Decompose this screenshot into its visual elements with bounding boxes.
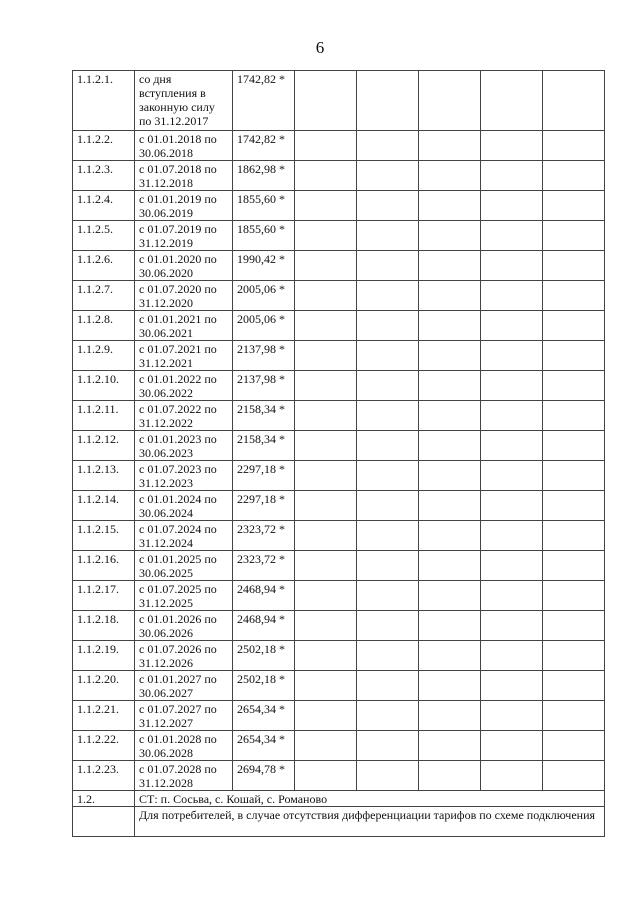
empty-cell <box>543 701 605 731</box>
empty-cell <box>481 221 543 251</box>
empty-cell <box>295 491 357 521</box>
table-row <box>73 611 605 641</box>
empty-cell <box>543 341 605 371</box>
row-period: с 01.01.2021 по 30.06.2021 <box>135 311 233 341</box>
empty-cell <box>295 521 357 551</box>
empty-cell <box>481 491 543 521</box>
row-number: 1.1.2.16. <box>73 551 135 581</box>
tariff-table <box>72 70 605 837</box>
empty-cell <box>419 701 481 731</box>
empty-cell <box>295 191 357 221</box>
row-number: 1.1.2.18. <box>73 611 135 641</box>
empty-cell <box>481 131 543 161</box>
row-period: с 01.07.2023 по 31.12.2023 <box>135 461 233 491</box>
row-number: 1.1.2.22. <box>73 731 135 761</box>
empty-cell <box>295 71 357 131</box>
note-row <box>73 807 605 837</box>
row-tariff-value: 2502,18 * <box>233 641 295 671</box>
row-number: 1.1.2.23. <box>73 761 135 791</box>
row-number: 1.1.2.12. <box>73 431 135 461</box>
empty-cell <box>543 641 605 671</box>
empty-cell <box>419 431 481 461</box>
empty-cell <box>419 521 481 551</box>
empty-cell <box>357 761 419 791</box>
empty-cell <box>481 671 543 701</box>
section-row <box>73 791 605 807</box>
row-period: с 01.07.2018 по 31.12.2018 <box>135 161 233 191</box>
row-period: со дня вступления в законную силу по 31.12.2017 <box>135 71 233 131</box>
row-tariff-value: 2005,06 * <box>233 281 295 311</box>
empty-cell <box>543 221 605 251</box>
row-number: 1.1.2.8. <box>73 311 135 341</box>
row-number: 1.1.2.20. <box>73 671 135 701</box>
empty-cell <box>295 641 357 671</box>
row-period: с 01.07.2020 по 31.12.2020 <box>135 281 233 311</box>
empty-cell <box>295 671 357 701</box>
row-tariff-value: 2005,06 * <box>233 311 295 341</box>
empty-cell <box>357 611 419 641</box>
empty-cell <box>543 551 605 581</box>
empty-cell <box>357 461 419 491</box>
table-row <box>73 581 605 611</box>
row-tariff-value: 2297,18 * <box>233 491 295 521</box>
row-period: с 01.01.2022 по 30.06.2022 <box>135 371 233 401</box>
empty-cell <box>543 311 605 341</box>
empty-cell <box>357 671 419 701</box>
row-period: с 01.07.2021 по 31.12.2021 <box>135 341 233 371</box>
row-period: с 01.01.2028 по 30.06.2028 <box>135 731 233 761</box>
empty-cell <box>419 131 481 161</box>
empty-cell <box>481 191 543 221</box>
empty-cell <box>543 281 605 311</box>
empty-cell <box>419 491 481 521</box>
row-number: 1.1.2.10. <box>73 371 135 401</box>
note-text: Для потребителей, в случае отсутствия дифференциации тарифов по схеме подключения <box>135 807 605 837</box>
empty-cell <box>543 461 605 491</box>
row-period: с 01.07.2024 по 31.12.2024 <box>135 521 233 551</box>
row-tariff-value: 1862,98 * <box>233 161 295 191</box>
row-number: 1.1.2.9. <box>73 341 135 371</box>
empty-cell <box>357 191 419 221</box>
empty-cell <box>419 641 481 671</box>
row-period: с 01.01.2019 по 30.06.2019 <box>135 191 233 221</box>
row-tariff-value: 2323,72 * <box>233 551 295 581</box>
row-tariff-value: 2137,98 * <box>233 371 295 401</box>
empty-cell <box>481 311 543 341</box>
row-period: с 01.01.2027 по 30.06.2027 <box>135 671 233 701</box>
table-row <box>73 131 605 161</box>
empty-cell <box>419 581 481 611</box>
table-row <box>73 431 605 461</box>
row-tariff-value: 2468,94 * <box>233 611 295 641</box>
empty-cell <box>295 431 357 461</box>
row-number: 1.1.2.6. <box>73 251 135 281</box>
empty-cell <box>295 221 357 251</box>
empty-cell <box>481 551 543 581</box>
row-period: с 01.01.2024 по 30.06.2024 <box>135 491 233 521</box>
row-number: 1.1.2.3. <box>73 161 135 191</box>
table-row <box>73 221 605 251</box>
empty-cell <box>419 161 481 191</box>
empty-cell <box>357 161 419 191</box>
row-tariff-value: 2158,34 * <box>233 431 295 461</box>
row-tariff-value: 2137,98 * <box>233 341 295 371</box>
row-period: с 01.01.2026 по 30.06.2026 <box>135 611 233 641</box>
row-number: 1.1.2.13. <box>73 461 135 491</box>
empty-cell <box>481 251 543 281</box>
empty-cell <box>543 371 605 401</box>
empty-cell <box>543 251 605 281</box>
row-tariff-value: 2158,34 * <box>233 401 295 431</box>
empty-cell <box>543 521 605 551</box>
row-tariff-value: 2694,78 * <box>233 761 295 791</box>
row-period: с 01.07.2019 по 31.12.2019 <box>135 221 233 251</box>
empty-cell <box>357 281 419 311</box>
empty-cell <box>357 521 419 551</box>
empty-cell <box>543 431 605 461</box>
empty-cell <box>357 431 419 461</box>
empty-cell <box>419 71 481 131</box>
tariff-table-body <box>73 71 605 837</box>
row-tariff-value: 2297,18 * <box>233 461 295 491</box>
empty-cell <box>543 491 605 521</box>
row-number: 1.1.2.7. <box>73 281 135 311</box>
table-row <box>73 311 605 341</box>
empty-cell <box>295 131 357 161</box>
empty-cell <box>419 281 481 311</box>
empty-cell <box>419 551 481 581</box>
empty-cell <box>295 551 357 581</box>
empty-cell <box>481 731 543 761</box>
row-tariff-value: 2654,34 * <box>233 731 295 761</box>
table-row <box>73 551 605 581</box>
row-period: с 01.07.2025 по 31.12.2025 <box>135 581 233 611</box>
empty-cell <box>481 281 543 311</box>
empty-cell <box>481 341 543 371</box>
table-row <box>73 71 605 131</box>
row-period: с 01.07.2026 по 31.12.2026 <box>135 641 233 671</box>
empty-cell <box>419 251 481 281</box>
empty-cell <box>419 761 481 791</box>
empty-cell <box>543 611 605 641</box>
empty-cell <box>295 581 357 611</box>
table-row <box>73 461 605 491</box>
empty-cell <box>357 641 419 671</box>
row-tariff-value: 2323,72 * <box>233 521 295 551</box>
empty-cell <box>481 701 543 731</box>
empty-cell <box>419 671 481 701</box>
table-row <box>73 521 605 551</box>
empty-cell <box>543 731 605 761</box>
empty-cell <box>543 581 605 611</box>
empty-cell <box>481 761 543 791</box>
row-number: 1.1.2.17. <box>73 581 135 611</box>
row-number: 1.1.2.11. <box>73 401 135 431</box>
empty-cell <box>419 311 481 341</box>
empty-cell <box>419 191 481 221</box>
page-number: 6 <box>315 38 325 57</box>
empty-cell <box>357 341 419 371</box>
empty-cell <box>419 341 481 371</box>
empty-cell <box>481 71 543 131</box>
row-period: с 01.07.2022 по 31.12.2022 <box>135 401 233 431</box>
empty-cell <box>481 371 543 401</box>
empty-cell <box>357 731 419 761</box>
row-period: с 01.07.2028 по 31.12.2028 <box>135 761 233 791</box>
row-tariff-value: 2468,94 * <box>233 581 295 611</box>
row-number: 1.1.2.21. <box>73 701 135 731</box>
empty-cell <box>357 131 419 161</box>
empty-cell <box>357 371 419 401</box>
table-row <box>73 341 605 371</box>
table-row <box>73 491 605 521</box>
empty-cell <box>357 311 419 341</box>
empty-cell <box>419 221 481 251</box>
empty-cell <box>543 761 605 791</box>
empty-cell <box>543 191 605 221</box>
empty-cell <box>419 371 481 401</box>
empty-cell <box>543 161 605 191</box>
empty-cell <box>357 221 419 251</box>
empty-cell <box>295 461 357 491</box>
empty-cell <box>481 401 543 431</box>
row-tariff-value: 1855,60 * <box>233 221 295 251</box>
empty-cell <box>419 611 481 641</box>
table-row <box>73 191 605 221</box>
row-period: с 01.01.2020 по 30.06.2020 <box>135 251 233 281</box>
empty-cell <box>357 401 419 431</box>
table-row <box>73 761 605 791</box>
row-number: 1.1.2.19. <box>73 641 135 671</box>
empty-cell <box>543 131 605 161</box>
empty-cell <box>481 611 543 641</box>
table-row <box>73 251 605 281</box>
empty-cell <box>481 461 543 491</box>
row-tariff-value: 2654,34 * <box>233 701 295 731</box>
row-number: 1.1.2.4. <box>73 191 135 221</box>
empty-cell <box>481 521 543 551</box>
table-row <box>73 701 605 731</box>
empty-cell <box>419 401 481 431</box>
note-number-cell <box>73 807 135 837</box>
row-period: с 01.01.2025 по 30.06.2025 <box>135 551 233 581</box>
empty-cell <box>295 701 357 731</box>
row-period: с 01.07.2027 по 31.12.2027 <box>135 701 233 731</box>
empty-cell <box>481 161 543 191</box>
empty-cell <box>295 611 357 641</box>
empty-cell <box>357 71 419 131</box>
empty-cell <box>295 371 357 401</box>
empty-cell <box>295 161 357 191</box>
empty-cell <box>481 641 543 671</box>
empty-cell <box>295 401 357 431</box>
empty-cell <box>295 731 357 761</box>
table-row <box>73 161 605 191</box>
table-row <box>73 671 605 701</box>
table-row <box>73 281 605 311</box>
table-row <box>73 641 605 671</box>
table-row <box>73 731 605 761</box>
row-tariff-value: 1742,82 * <box>233 71 295 131</box>
row-number: 1.1.2.2. <box>73 131 135 161</box>
empty-cell <box>357 701 419 731</box>
empty-cell <box>543 71 605 131</box>
empty-cell <box>419 461 481 491</box>
row-tariff-value: 1990,42 * <box>233 251 295 281</box>
row-period: с 01.01.2023 по 30.06.2023 <box>135 431 233 461</box>
row-number: 1.1.2.14. <box>73 491 135 521</box>
row-period: с 01.01.2018 по 30.06.2018 <box>135 131 233 161</box>
empty-cell <box>357 251 419 281</box>
empty-cell <box>357 551 419 581</box>
empty-cell <box>295 311 357 341</box>
empty-cell <box>543 671 605 701</box>
row-tariff-value: 1855,60 * <box>233 191 295 221</box>
empty-cell <box>543 401 605 431</box>
empty-cell <box>419 731 481 761</box>
section-number: 1.2. <box>73 791 135 807</box>
table-row <box>73 371 605 401</box>
row-number: 1.1.2.1. <box>73 71 135 131</box>
empty-cell <box>357 581 419 611</box>
row-tariff-value: 2502,18 * <box>233 671 295 701</box>
empty-cell <box>295 341 357 371</box>
table-row <box>73 401 605 431</box>
empty-cell <box>295 761 357 791</box>
empty-cell <box>481 431 543 461</box>
section-title: СТ: п. Сосьва, с. Кошай, с. Романово <box>135 791 605 807</box>
row-number: 1.1.2.15. <box>73 521 135 551</box>
row-number: 1.1.2.5. <box>73 221 135 251</box>
empty-cell <box>357 491 419 521</box>
empty-cell <box>295 281 357 311</box>
row-tariff-value: 1742,82 * <box>233 131 295 161</box>
empty-cell <box>295 251 357 281</box>
empty-cell <box>481 581 543 611</box>
